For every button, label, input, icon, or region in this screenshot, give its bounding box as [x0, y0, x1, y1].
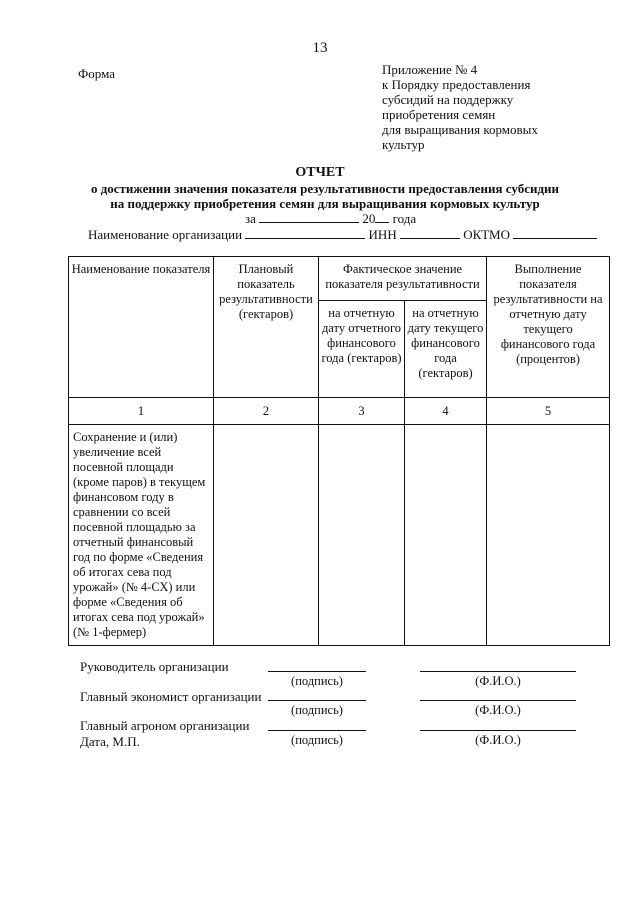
table-number-row [69, 398, 610, 425]
header-execution: Выполнение показателя результативности на отчетную дату текущего финансового года (процентов) [487, 257, 610, 398]
inn-blank [400, 227, 460, 239]
name-caption: (Ф.И.О.) [475, 733, 521, 747]
agronomist-name-line[interactable] [420, 730, 576, 731]
header-actual-previous: на отчетную дату отчетного финансового года (гектаров) [319, 301, 405, 398]
economist-signature-line[interactable] [268, 700, 366, 701]
appendix-line: к Порядку предоставления [382, 77, 531, 92]
column-number: 5 [487, 398, 610, 425]
oktmo-blank [513, 227, 597, 239]
appendix-line: приобретения семян [382, 107, 496, 122]
year-blank [375, 211, 389, 223]
signature-caption: (подпись) [291, 733, 343, 747]
economist-name-line[interactable] [420, 700, 576, 701]
header-actual-current: на отчетную дату текущего финансового года (гектаров) [405, 301, 487, 398]
economist-label: Главный экономист организации [80, 689, 262, 704]
appendix-line: для выращивания кормовых [382, 122, 538, 137]
date-stamp-label: Дата, М.П. [80, 734, 140, 749]
appendix-line: культур [382, 137, 425, 152]
form-label: Форма [78, 66, 115, 81]
head-name-line[interactable] [420, 671, 576, 672]
column-number: 2 [214, 398, 319, 425]
actual-previous-cell[interactable] [319, 425, 405, 646]
execution-cell[interactable] [487, 425, 610, 646]
signature-caption: (подпись) [291, 674, 343, 688]
org-label: Наименование организации [88, 227, 243, 242]
period-blank [259, 211, 359, 223]
indicator-name-cell: Сохранение и (или) увеличение всей посевной площади (кроме паров) в текущем финансовом году в сравнении со всей посевной площадью за отчетный финансовый год по форме «Сведения об итогах сева под урожай» (№ 4-СХ) или форме «Сведения об итогах сева под урожай» (№ 1-фермер) [69, 425, 214, 646]
actual-current-cell[interactable] [405, 425, 487, 646]
name-caption: (Ф.И.О.) [475, 674, 521, 688]
appendix-line: субсидий на поддержку [382, 92, 514, 107]
header-actual-group: Фактическое значение показателя результативности [319, 257, 487, 301]
column-number: 3 [319, 398, 405, 425]
org-name-blank [245, 227, 365, 239]
report-title: ОТЧЕТ [295, 165, 345, 180]
plan-value-cell[interactable] [214, 425, 319, 646]
appendix-note [382, 62, 538, 152]
organization-row [88, 227, 597, 243]
table-row [69, 425, 610, 646]
page-number: 13 [312, 40, 328, 56]
report-table [68, 256, 610, 646]
name-caption: (Ф.И.О.) [475, 703, 521, 717]
column-number: 1 [69, 398, 214, 425]
appendix-line: Приложение № 4 [382, 62, 478, 77]
report-subtitle-line: о достижении значения показателя результативности предоставления субсидии [90, 181, 560, 196]
report-subtitle [60, 181, 590, 211]
period-prefix: за [245, 211, 256, 226]
inn-label: ИНН [368, 227, 397, 242]
oktmo-label: ОКТМО [463, 227, 510, 242]
header-plan: Плановый показатель результативности (гектаров) [214, 257, 319, 398]
head-signature-line[interactable] [268, 671, 366, 672]
table-header-row [69, 257, 610, 301]
header-indicator-name: Наименование показателя [69, 257, 214, 398]
signature-caption: (подпись) [291, 703, 343, 717]
agronomist-signature-line[interactable] [268, 730, 366, 731]
column-number: 4 [405, 398, 487, 425]
report-subtitle-line: на поддержку приобретения семян для выращивания кормовых культур [110, 196, 540, 211]
head-label: Руководитель организации [80, 659, 229, 674]
period-year-prefix: 20 [362, 211, 376, 226]
period-suffix: года [392, 211, 417, 226]
agronomist-label: Главный агроном организации [80, 718, 250, 733]
reporting-period [245, 211, 416, 227]
